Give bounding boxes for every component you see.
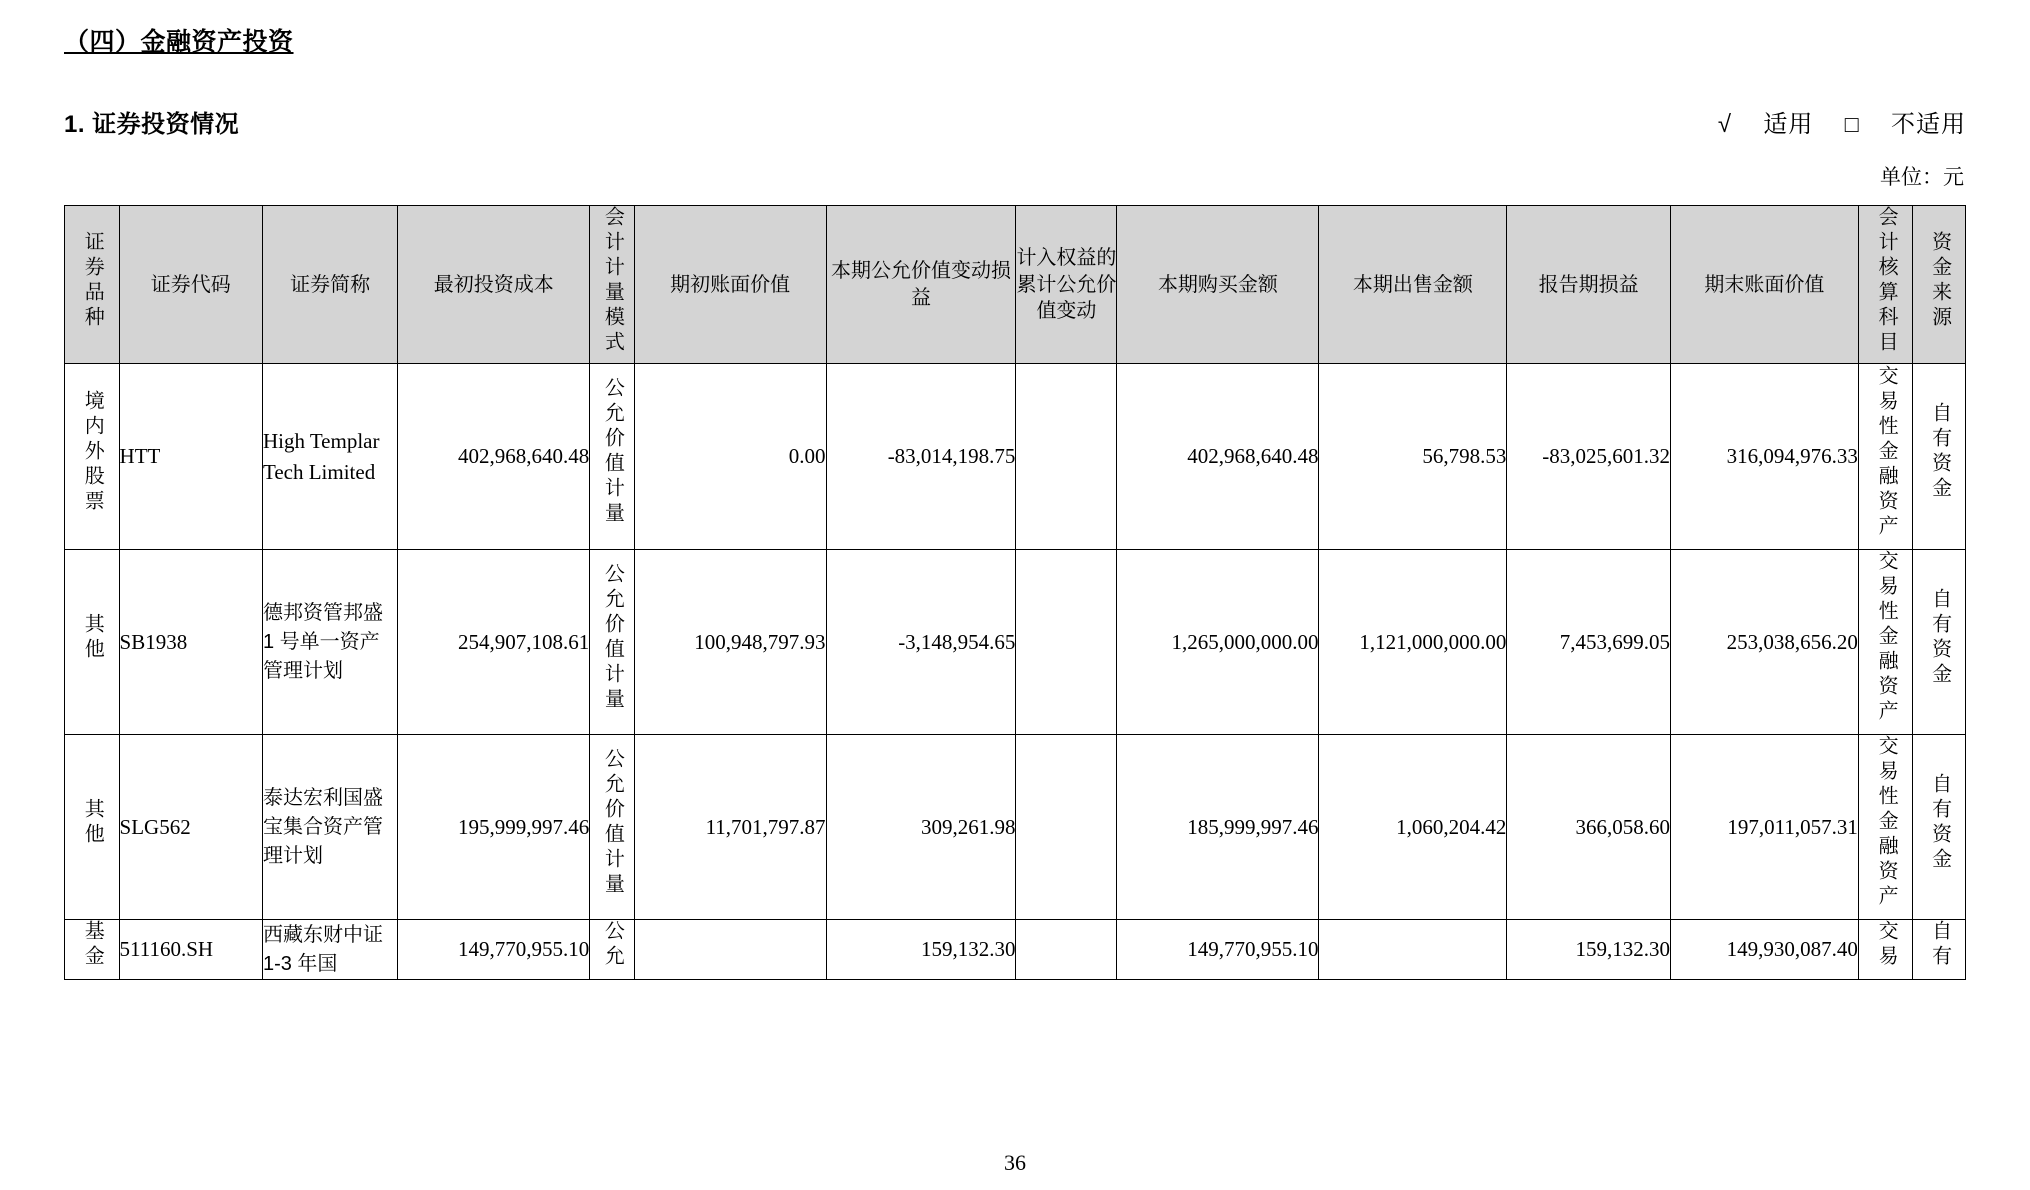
cell-fv-change-pl: -83,014,198.75 (826, 364, 1016, 550)
col-header-security-name: 证券简称 (262, 206, 397, 364)
col-header-sale-amount: 本期出售金额 (1319, 206, 1507, 364)
cell-fv-change-pl: 159,132.30 (826, 920, 1016, 980)
col-header-closing-value: 期末账面价值 (1670, 206, 1858, 364)
cell-security-type: 境内外股票 (65, 364, 120, 550)
cell-security-name: High Templar Tech Limited (262, 364, 397, 550)
cell-security-type: 其他 (65, 735, 120, 920)
cell-security-name: 泰达宏利国盛宝集合资产管理计划 (262, 735, 397, 920)
table-header-row (65, 206, 1966, 364)
cell-measurement-mode: 公允价值计量 (590, 364, 634, 550)
applicability-selector (1718, 104, 1966, 139)
cell-account-subject: 交易性金融资产 (1858, 550, 1913, 735)
cell-sale-amount: 56,798.53 (1319, 364, 1507, 550)
cell-initial-cost: 254,907,108.61 (398, 550, 590, 735)
securities-investment-table (64, 205, 1966, 980)
cell-security-type: 其他 (65, 550, 120, 735)
cell-opening-value (634, 920, 826, 980)
cell-fund-source: 自有资金 (1913, 364, 1966, 550)
cell-opening-value: 0.00 (634, 364, 826, 550)
cell-measurement-mode: 公允价值计量 (590, 735, 634, 920)
col-header-account-subject: 会计核算科目 (1858, 206, 1913, 364)
cell-security-type: 基金 (65, 920, 120, 980)
cell-sale-amount (1319, 920, 1507, 980)
cell-period-pl: 7,453,699.05 (1507, 550, 1671, 735)
table-row (65, 364, 1966, 550)
cell-account-subject: 交易 (1858, 920, 1913, 980)
empty-checkbox-icon: □ (1844, 111, 1860, 137)
cell-measurement-mode: 公允 (590, 920, 634, 980)
cell-initial-cost: 402,968,640.48 (398, 364, 590, 550)
not-applicable-label: 不适用 (1891, 111, 1966, 138)
col-header-security-type: 证券品种 (65, 206, 120, 364)
cell-account-subject: 交易性金融资产 (1858, 735, 1913, 920)
page-title: （四）金融资产投资 (64, 28, 294, 56)
cell-security-name: 西藏东财中证 1-3 年国 (262, 920, 397, 980)
cell-fund-source: 自有资金 (1913, 735, 1966, 920)
cell-period-pl: 366,058.60 (1507, 735, 1671, 920)
col-header-initial-cost: 最初投资成本 (398, 206, 590, 364)
col-header-measurement-mode: 会计计量模式 (590, 206, 634, 364)
col-header-security-code: 证券代码 (119, 206, 262, 364)
cell-closing-value: 197,011,057.31 (1670, 735, 1858, 920)
subsection-title: 1. 证券投资情况 (64, 111, 240, 138)
cell-fund-source: 自有 (1913, 920, 1966, 980)
table-row (65, 550, 1966, 735)
cell-sale-amount: 1,060,204.42 (1319, 735, 1507, 920)
cell-fv-change-pl: 309,261.98 (826, 735, 1016, 920)
unit-note: 单位：元 (1880, 166, 1964, 189)
cell-fv-change-pl: -3,148,954.65 (826, 550, 1016, 735)
col-header-period-pl: 报告期损益 (1507, 206, 1671, 364)
cell-period-pl: 159,132.30 (1507, 920, 1671, 980)
table-row (65, 920, 1966, 980)
cell-sale-amount: 1,121,000,000.00 (1319, 550, 1507, 735)
cell-closing-value: 253,038,656.20 (1670, 550, 1858, 735)
cell-security-code: SLG562 (119, 735, 262, 920)
cell-security-name: 德邦资管邦盛 1 号单一资产管理计划 (262, 550, 397, 735)
cell-account-subject: 交易性金融资产 (1858, 364, 1913, 550)
cell-security-code: HTT (119, 364, 262, 550)
cell-security-code: 511160.SH (119, 920, 262, 980)
cell-initial-cost: 149,770,955.10 (398, 920, 590, 980)
col-header-fv-change-pl: 本期公允价值变动损益 (826, 206, 1016, 364)
col-header-equity-fv-change: 计入权益的累计公允价值变动 (1016, 206, 1117, 364)
cell-equity-fv-change (1016, 920, 1117, 980)
col-header-opening-value: 期初账面价值 (634, 206, 826, 364)
cell-purchase-amount: 185,999,997.46 (1117, 735, 1319, 920)
subsection-header (64, 104, 1966, 139)
cell-opening-value: 11,701,797.87 (634, 735, 826, 920)
cell-fund-source: 自有资金 (1913, 550, 1966, 735)
applicable-label: 适用 (1763, 111, 1814, 138)
cell-opening-value: 100,948,797.93 (634, 550, 826, 735)
cell-measurement-mode: 公允价值计量 (590, 550, 634, 735)
cell-equity-fv-change (1016, 735, 1117, 920)
col-header-purchase-amount: 本期购买金额 (1117, 206, 1319, 364)
cell-initial-cost: 195,999,997.46 (398, 735, 590, 920)
cell-closing-value: 316,094,976.33 (1670, 364, 1858, 550)
cell-equity-fv-change (1016, 364, 1117, 550)
cell-purchase-amount: 402,968,640.48 (1117, 364, 1319, 550)
col-header-fund-source: 资金来源 (1913, 206, 1966, 364)
cell-purchase-amount: 149,770,955.10 (1117, 920, 1319, 980)
table-row (65, 735, 1966, 920)
cell-period-pl: -83,025,601.32 (1507, 364, 1671, 550)
cell-equity-fv-change (1016, 550, 1117, 735)
checked-mark-icon: √ (1717, 111, 1733, 138)
cell-purchase-amount: 1,265,000,000.00 (1117, 550, 1319, 735)
cell-closing-value: 149,930,087.40 (1670, 920, 1858, 980)
cell-security-code: SB1938 (119, 550, 262, 735)
page-number: 36 (1004, 1150, 1026, 1175)
